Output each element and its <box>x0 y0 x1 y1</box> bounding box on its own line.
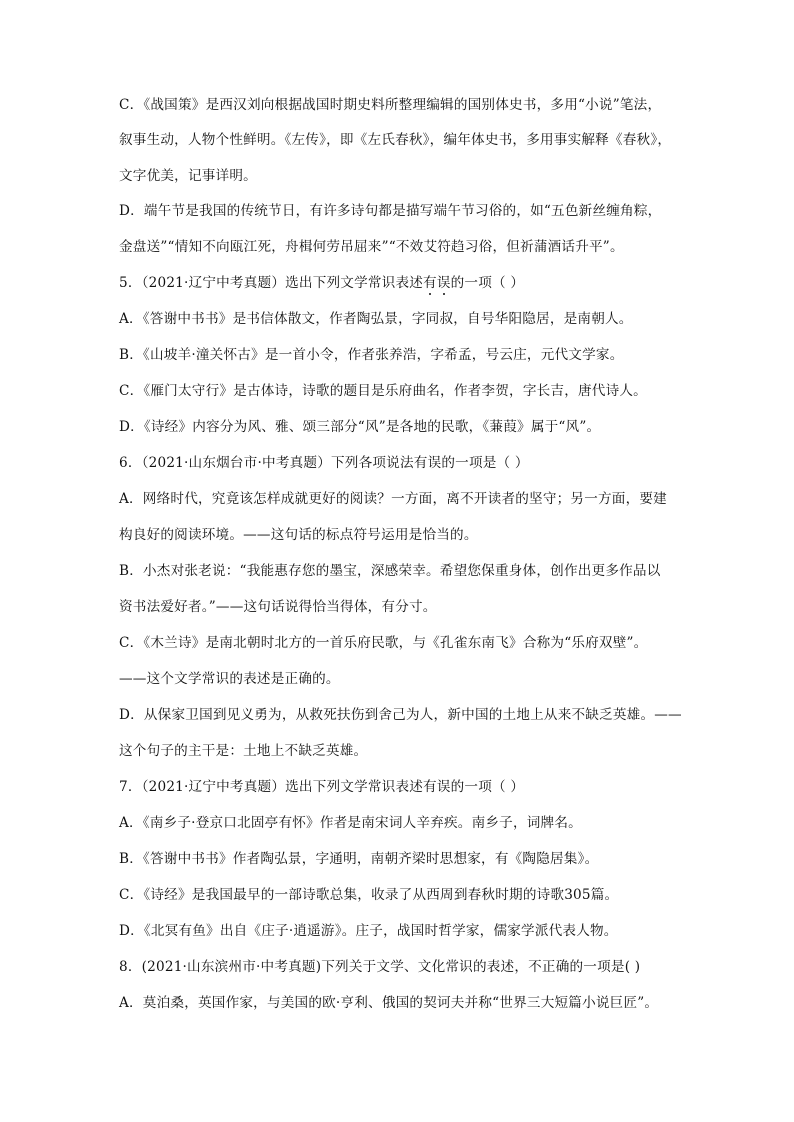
question-7-stem: 7．（2021·辽宁中考真题）选出下列文学常识表述有误的一项（ ） <box>119 779 525 795</box>
question-5-stem <box>119 274 689 292</box>
question-5-stem-before: 5．（2021·辽宁中考真题）选出下列文学常识表述 <box>119 275 424 291</box>
q7-option-c: C．《诗经》是我国最早的一部诗歌总集，收录了从西周到春秋时期的诗歌305篇。 <box>119 887 619 903</box>
q7-option-d: D．《北冥有鱼》出自《庄子·逍遥游》。庄子，战国时哲学家，儒家学派代表人物。 <box>119 923 618 939</box>
q6-option-b-line-1: B．小杰对张老说：“我能惠存您的墨宝，深感荣幸。希望您保重身体，创作出更多作品以 <box>119 563 661 579</box>
q5-option-d: D．《诗经》内容分为风、雅、颂三部分“风”是各地的民歌，《蒹葭》属于“风”。 <box>119 419 601 435</box>
q7-option-a: A．《南乡子·登京口北固亭有怀》作者是南宋词人辛弃疾。南乡子，词牌名。 <box>119 815 582 831</box>
q5-option-b: B．《山坡羊·潼关怀古》是一首小令，作者张养浩，字希孟，号云庄，元代文学家。 <box>119 347 624 363</box>
q6-option-b-line-2: 资书法爱好者。”——这句话说得恰当得体，有分寸。 <box>119 599 437 615</box>
q6-option-a-line-1: A．网络时代，究竟该怎样成就更好的阅读？一方面，离不开读者的坚守；另一方面，要建 <box>119 491 667 507</box>
q5-option-c: C．《雁门太守行》是古体诗，诗歌的题目是乐府曲名，作者李贺，字长吉，唐代诗人。 <box>119 383 647 399</box>
q6-option-d-line-1: D．从保家卫国到见义勇为，从救死扶伤到舍己为人，新中国的土地上从来不缺乏英雄。—— <box>119 707 682 723</box>
q7-option-b: B．《答谢中书书》作者陶弘景，字通明，南朝齐梁时思想家，有《陶隐居集》。 <box>119 851 599 867</box>
q6-option-c-line-2: ——这个文学常识的表述是正确的。 <box>119 671 340 687</box>
question-8-stem: 8．(2021·山东滨州市·中考真题)下列关于文学、文化常识的表述，不正确的一项是( ) <box>119 959 641 975</box>
q4-option-d-line-1: D．端午节是我国的传统节日，有许多诗句都是描写端午节习俗的，如“五色新丝缠角粽， <box>119 203 662 219</box>
question-5-stem-after: 的一项（ ） <box>450 275 525 291</box>
question-5-emphasis-1: 有 <box>423 275 437 291</box>
q6-option-c-line-1: C．《木兰诗》是南北朝时北方的一首乐府民歌，与《孔雀东南飞》合称为“乐府双壁”。 <box>119 635 648 651</box>
question-6-stem: 6．（2021·山东烟台市·中考真题）下列各项说法有误的一项是（ ） <box>119 455 529 471</box>
q4-option-d-line-2: 金盘送”“情知不向瓯江死，舟楫何劳吊屈来”“不效艾符趋习俗，但祈蒲酒话升平”。 <box>119 239 624 255</box>
q6-option-d-line-2: 这个句子的主干是：土地上不缺乏英雄。 <box>119 743 368 759</box>
q4-option-c-line-2: 叙事生动，人物个性鲜明。《左传》，即《左氏春秋》，编年体史书，多用事实解释《春秋》， <box>119 132 672 148</box>
question-5-emphasis-2: 误 <box>436 275 451 291</box>
q4-option-c-line-3: 文字优美，记事详明。 <box>119 168 257 184</box>
q8-option-a: A．莫泊桑，英国作家，与美国的欧·亨利、俄国的契诃夫并称“世界三大短篇小说巨匠”。 <box>119 995 659 1011</box>
q6-option-a-line-2: 构良好的阅读环境。——这句话的标点符号运用是恰当的。 <box>119 527 478 543</box>
q5-option-a: A．《答谢中书书》是书信体散文，作者陶弘景，字同叔，自号华阳隐居，是南朝人。 <box>119 311 633 327</box>
q4-option-c-line-1: C．《战国策》是西汉刘向根据战国时期史料所整理编辑的国别体史书，多用“小说”笔法， <box>119 97 662 113</box>
